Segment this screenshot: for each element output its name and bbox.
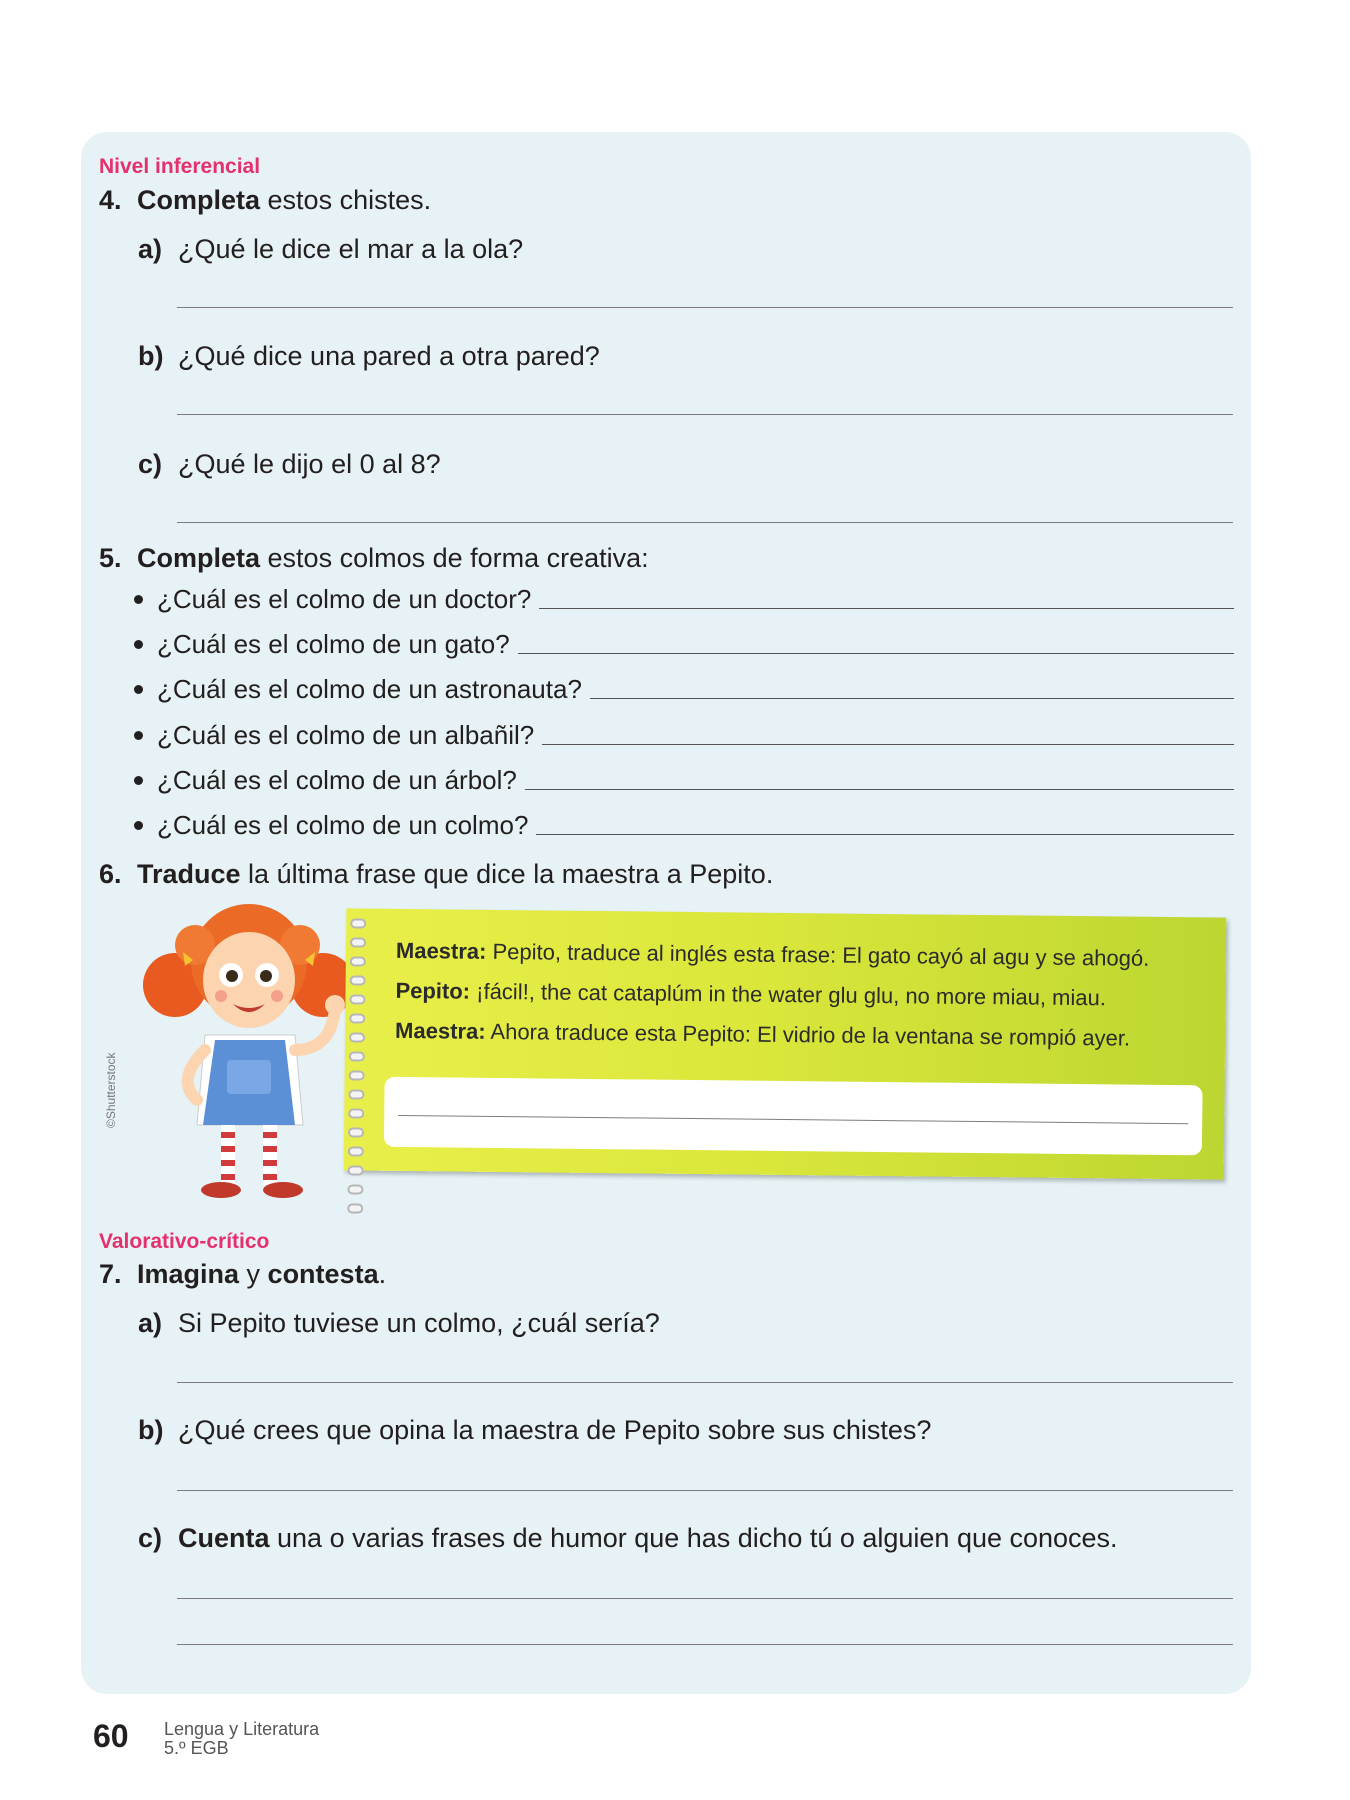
question-verb: contesta [267, 1259, 379, 1289]
question-text: estos chistes. [260, 185, 432, 215]
question-7 [99, 1259, 386, 1290]
question-number: 6. [99, 859, 122, 889]
dialog-line [395, 1011, 1149, 1059]
item-letter: c) [138, 449, 163, 479]
question-connector: y [239, 1259, 268, 1289]
item-letter: a) [138, 1308, 163, 1338]
bullet-icon [134, 776, 143, 785]
bullet-item [134, 671, 1234, 705]
section-label-inferencial: Nivel inferencial [99, 155, 261, 178]
answer-line[interactable] [398, 1115, 1188, 1124]
bullet-text: ¿Cuál es el colmo de un astronauta? [157, 674, 582, 704]
girl-illustration [135, 900, 365, 1210]
bullet-icon [134, 731, 143, 740]
question-7b [138, 1415, 931, 1446]
dialog-speech: ¡fácil!, the cat cataplúm in the water glu glu, no more miau, miau. [469, 978, 1107, 1011]
page-number: 60 [93, 1718, 129, 1754]
spiral-binding [348, 918, 373, 1163]
answer-line[interactable] [539, 608, 1234, 609]
dialog-note [344, 908, 1227, 1179]
answer-line[interactable] [525, 789, 1234, 790]
answer-line-7c-1[interactable] [177, 1598, 1233, 1599]
item-letter: b) [138, 341, 164, 371]
bullet-icon [134, 640, 143, 649]
answer-line-7b[interactable] [177, 1490, 1233, 1491]
bullet-icon [134, 595, 143, 604]
grade-level: 5.º EGB [164, 1738, 229, 1758]
question-text: estos colmos de forma creativa: [260, 543, 649, 573]
answer-line-7a[interactable] [177, 1382, 1233, 1383]
bullet-item [134, 581, 1234, 615]
item-text: una o varias frases de humor que has dicho tú o alguien que conoces. [269, 1523, 1118, 1553]
question-verb: Completa [137, 543, 261, 573]
bullet-text: ¿Cuál es el colmo de un colmo? [157, 810, 529, 840]
question-5 [99, 543, 649, 574]
question-4c [138, 449, 441, 480]
answer-line[interactable] [542, 744, 1234, 745]
item-text: ¿Qué le dice el mar a la ola? [178, 234, 524, 264]
answer-line-7c-2[interactable] [177, 1644, 1233, 1645]
question-punctuation: . [378, 1259, 387, 1289]
item-text: ¿Qué crees que opina la maestra de Pepito sobre sus chistes? [178, 1415, 932, 1445]
question-4a [138, 234, 523, 265]
question-verb: Traduce [137, 859, 241, 889]
answer-line[interactable] [536, 834, 1234, 835]
subject-name: Lengua y Literatura [164, 1719, 320, 1739]
bullet-item [134, 762, 1234, 796]
question-7c [138, 1523, 1118, 1554]
dialog-speech: Ahora traduce esta Pepito: El vidrio de la ventana se rompió ayer. [485, 1018, 1131, 1051]
translation-answer-box[interactable] [384, 1077, 1203, 1156]
bullet-text: ¿Cuál es el colmo de un gato? [157, 629, 510, 659]
image-credit: ©Shutterstock [104, 1052, 118, 1128]
answer-line[interactable] [590, 698, 1234, 699]
dialog-speech: Pepito, traduce al inglés esta frase: El gato cayó al agu y se ahogó. [486, 938, 1150, 971]
section-label-valorativo: Valorativo-crítico [99, 1230, 270, 1253]
item-text: Si Pepito tuviese un colmo, ¿cuál sería? [178, 1308, 660, 1338]
item-text: ¿Qué dice una pared a otra pared? [178, 341, 600, 371]
question-number: 7. [99, 1259, 122, 1289]
item-letter: c) [138, 1523, 163, 1553]
question-7a [138, 1308, 660, 1339]
dialog-text [395, 931, 1150, 1059]
bullet-item [134, 717, 1234, 751]
question-verb: Completa [137, 185, 261, 215]
item-verb: Cuenta [178, 1523, 270, 1553]
item-text: ¿Qué le dijo el 0 al 8? [178, 449, 441, 479]
bullet-item [134, 807, 1234, 841]
answer-line-4b[interactable] [177, 414, 1233, 415]
item-letter: b) [138, 1415, 164, 1445]
speaker: Maestra: [395, 937, 487, 964]
answer-line-4c[interactable] [177, 522, 1233, 523]
question-6 [99, 859, 773, 890]
speaker: Maestra: [394, 1017, 486, 1044]
speaker: Pepito: [395, 977, 471, 1004]
item-letter: a) [138, 234, 163, 264]
bullet-text: ¿Cuál es el colmo de un albañil? [157, 720, 535, 750]
answer-line-4a[interactable] [177, 307, 1233, 308]
question-number: 4. [99, 185, 122, 215]
question-number: 5. [99, 543, 122, 573]
bullet-icon [134, 685, 143, 694]
bullet-item [134, 626, 1234, 660]
footer-subject [164, 1720, 319, 1758]
answer-line[interactable] [518, 653, 1234, 654]
question-verb: Imagina [137, 1259, 240, 1289]
bullet-text: ¿Cuál es el colmo de un árbol? [157, 765, 517, 795]
bullet-icon [134, 821, 143, 830]
question-text: la última frase que dice la maestra a Pepito. [240, 859, 774, 889]
bullet-text: ¿Cuál es el colmo de un doctor? [157, 584, 532, 614]
question-4b [138, 341, 600, 372]
question-4 [99, 185, 431, 216]
